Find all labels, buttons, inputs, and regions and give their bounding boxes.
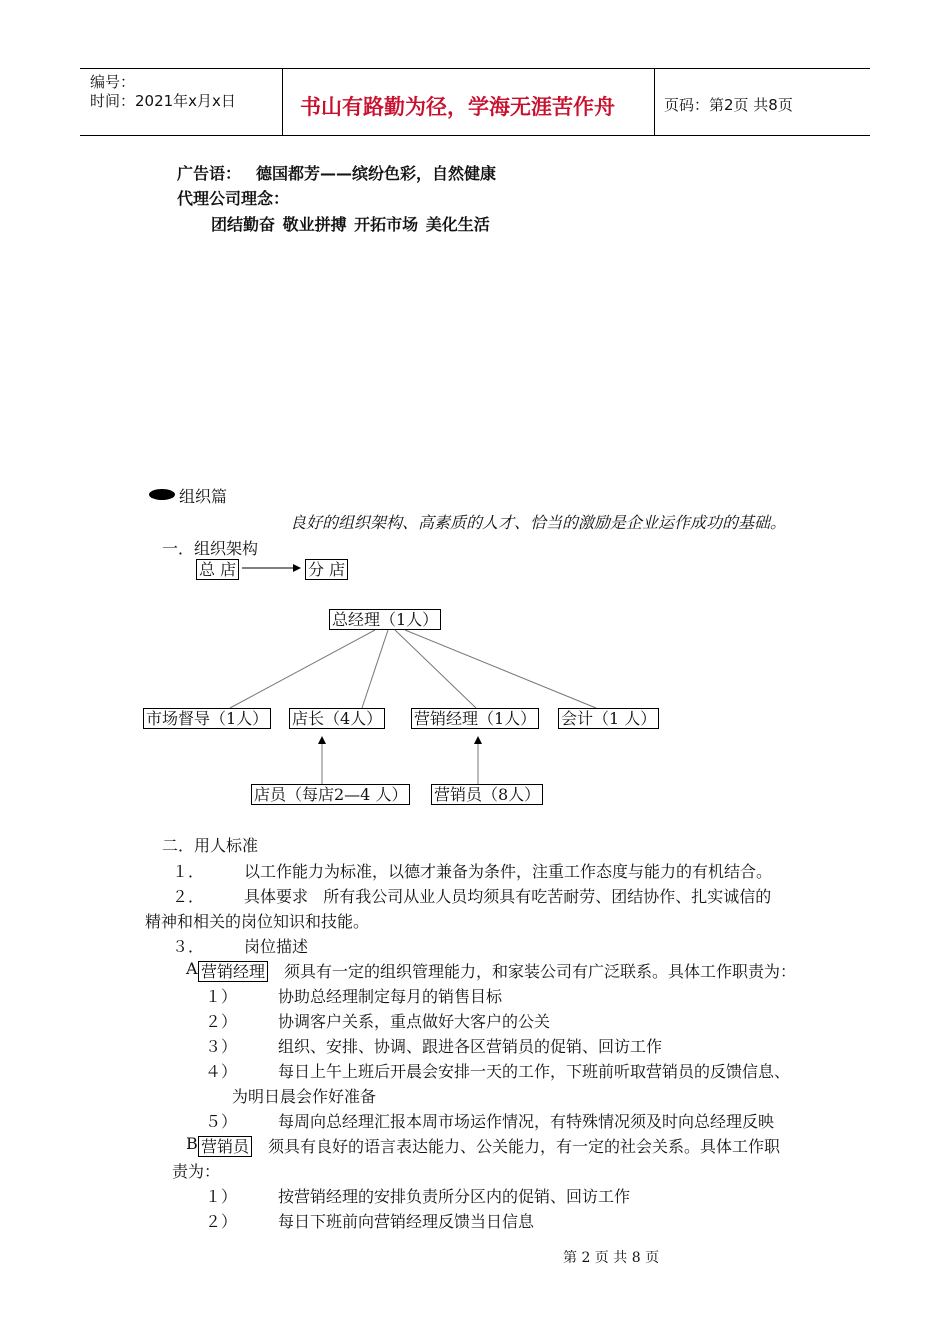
role-b-description-cont: 责为： (172, 1162, 221, 1181)
philosophy-label: 代理公司理念： (177, 189, 290, 208)
a-duty-1-text: 协助总经理制定每月的销售目标 (278, 987, 503, 1006)
staffing-item3-num: ３． (172, 937, 205, 956)
header-page-label: 页码：第2页 共8页 (664, 96, 793, 114)
role-a-prefix: A (186, 959, 198, 978)
org-node-supervisor: 市场督导（1人） (143, 708, 271, 729)
header-number-label: 编号： (90, 73, 136, 91)
org-node-salesperson: 营销员（8人） (431, 784, 543, 805)
staffing-item1-num: １． (172, 862, 205, 881)
role-a-title: 营销经理 (198, 961, 268, 982)
gm-to-accountant-line (405, 630, 596, 708)
slogan-text: 德国都芳——缤纷色彩，自然健康 (256, 164, 497, 183)
b-duty-1-num: １） (205, 1187, 238, 1206)
b-duty-2-num: ２） (205, 1212, 238, 1231)
a-duty-4-cont: 为明日晨会作好准备 (232, 1087, 377, 1106)
a-duty-2-num: ２） (205, 1012, 238, 1031)
b-duty-1-text: 按营销经理的安排负责所分区内的促销、回访工作 (278, 1187, 631, 1206)
org-section-title: 组织篇 (179, 487, 228, 506)
org-node-accountant: 会计（1 人） (558, 708, 659, 729)
a-duty-5-text: 每周向总经理汇报本周市场运作情况，有特殊情况须及时向总经理反映 (278, 1112, 775, 1131)
staffing-item2-text: 具体要求 所有我公司从业人员均须具有吃苦耐劳、团结协作、扎实诚信的 (244, 887, 772, 906)
staffing-item3-text: 岗位描述 (244, 937, 309, 956)
a-duty-1-num: １） (205, 987, 238, 1006)
a-duty-2-text: 协调客户关系，重点做好大客户的公关 (278, 1012, 551, 1031)
slogan-label: 广告语： (177, 164, 242, 183)
staffing-item2-cont: 精神和相关的岗位知识和技能。 (145, 912, 370, 931)
a-duty-5-num: ５） (205, 1112, 238, 1131)
gm-to-supervisor-line (230, 630, 375, 708)
org-node-gm: 总经理（1人） (329, 609, 441, 630)
a-duty-4-text: 每日上午上班后开晨会安排一天的工作，下班前听取营销员的反馈信息、 (278, 1062, 791, 1081)
org-tagline: 良好的组织架构、高素质的人才、恰当的激励是企业运作成功的基础。 (290, 513, 787, 532)
org-heading: 一．组织架构 (162, 539, 259, 558)
gm-to-sales-manager-line (395, 630, 476, 708)
role-b-prefix: B (186, 1134, 198, 1153)
staffing-item2-num: ２． (172, 887, 205, 906)
role-b-title: 营销员 (198, 1136, 252, 1157)
org-node-hq: 总 店 (196, 559, 239, 580)
b-duty-2-text: 每日下班前向营销经理反馈当日信息 (278, 1212, 535, 1231)
org-node-branch: 分 店 (305, 559, 348, 580)
role-b-description: 须具有良好的语言表达能力、公关能力，有一定的社会关系。具体工作职 (268, 1137, 781, 1156)
page-footer: 第 2 页 共 8 页 (563, 1250, 660, 1266)
philosophy-text: 团结勤奋 敬业拼搏 开拓市场 美化生活 (211, 215, 490, 234)
gm-to-store-manager-line (362, 630, 388, 708)
org-node-clerk: 店员（每店2—4 人） (251, 784, 410, 805)
header-time-label: 时间：2021年x月x日 (90, 92, 236, 110)
org-node-store-manager: 店长（4人） (289, 708, 385, 729)
a-duty-3-text: 组织、安排、协调、跟进各区营销员的促销、回访工作 (278, 1037, 663, 1056)
org-node-sales-manager: 营销经理（1人） (411, 708, 539, 729)
a-duty-4-num: ４） (205, 1062, 238, 1081)
a-duty-3-num: ３） (205, 1037, 238, 1056)
role-a-description: 须具有一定的组织管理能力，和家装公司有广泛联系。具体工作职责为： (284, 962, 797, 981)
header-motto: 书山有路勤为径，学海无涯苦作舟 (300, 95, 615, 119)
staffing-heading: 二．用人标准 (162, 836, 259, 855)
staffing-item1-text: 以工作能力为标准，以德才兼备为条件，注重工作态度与能力的有机结合。 (244, 862, 773, 881)
